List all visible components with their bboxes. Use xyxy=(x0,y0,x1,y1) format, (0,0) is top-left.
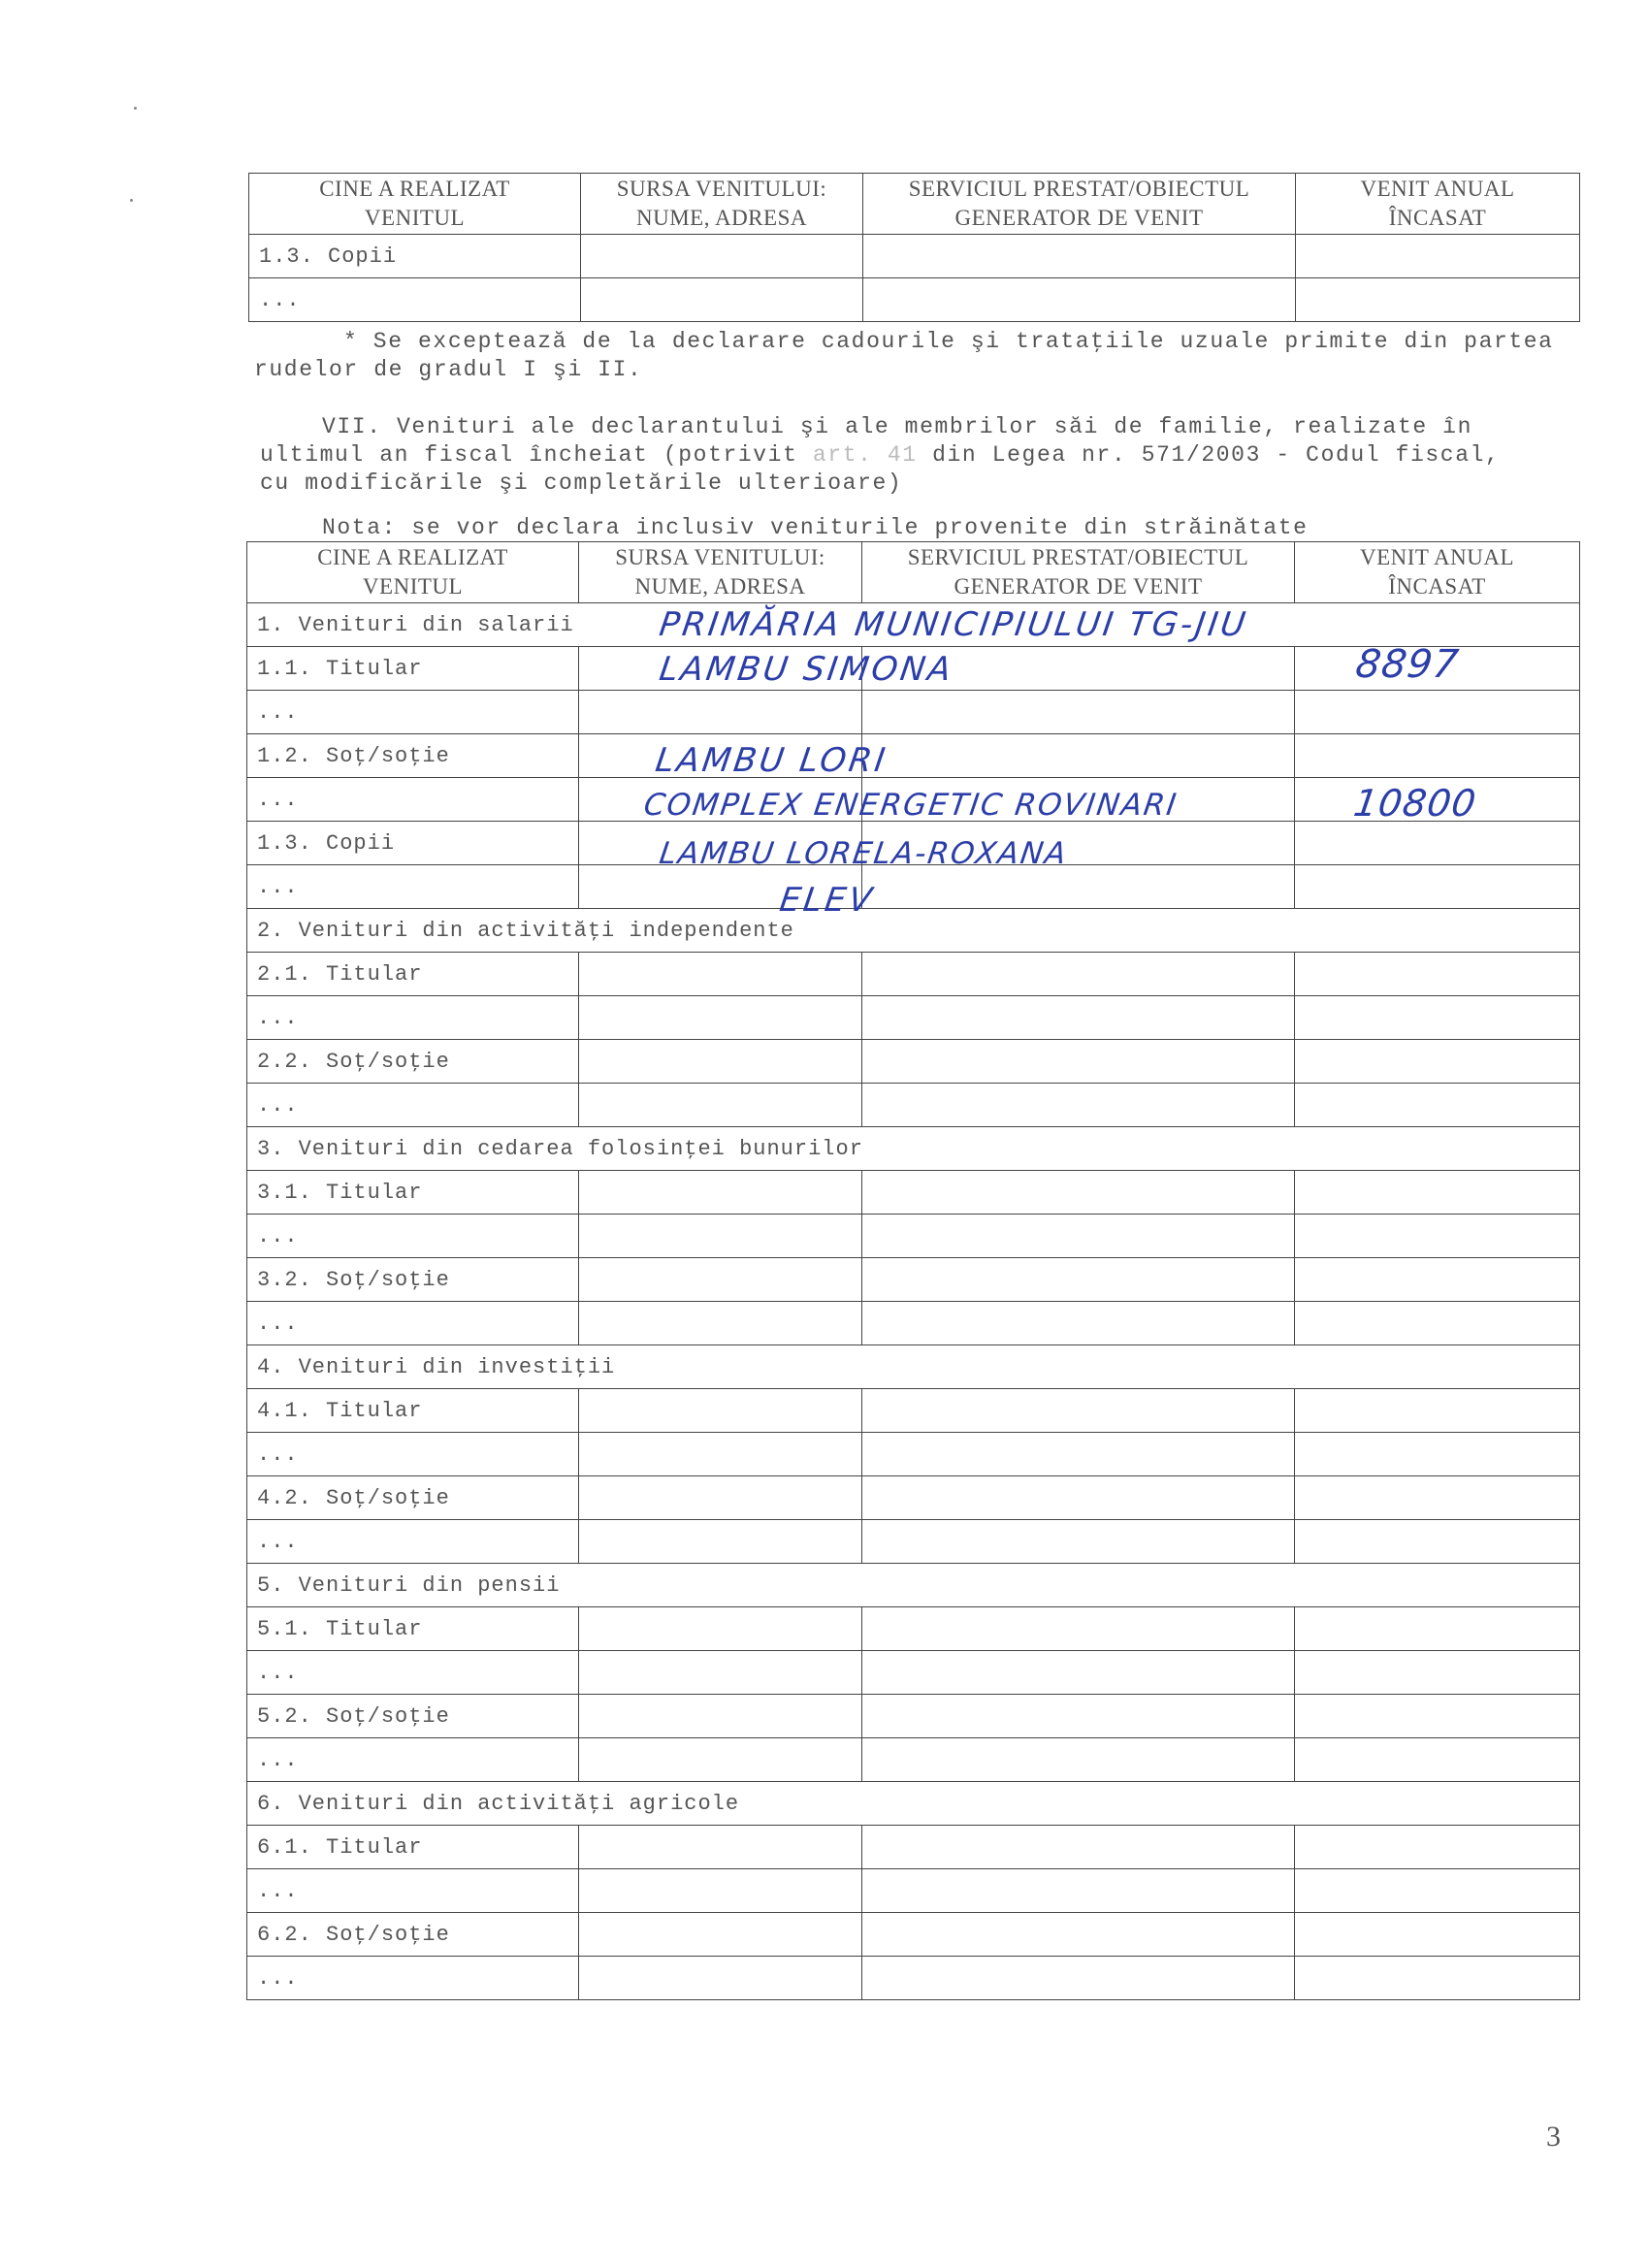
table-row: 4.2. Soţ/soţie xyxy=(247,1476,1580,1520)
table-row: 1.2. Soţ/soţie xyxy=(247,734,1580,778)
table-row: ... xyxy=(247,1520,1580,1564)
table-row: ... xyxy=(247,691,1580,734)
table-row: ... xyxy=(247,1433,1580,1476)
table-row: ... xyxy=(247,1957,1580,2000)
table-row: ... xyxy=(247,1651,1580,1695)
top-income-table xyxy=(248,173,1580,322)
header-serviciul: SERVICIUL PRESTAT/OBIECTUL GENERATOR DE VENIT xyxy=(863,174,1296,235)
section-vii-heading: VII. Venituri ale declarantului şi ale membrilor săi de familie, realizate în ultimul an fiscal încheiat (potrivit art. 41 din Legea nr. 571/2003 - Codul fiscal, cu modificările şi completările ulterioare) xyxy=(260,414,1501,496)
table-row: ... xyxy=(247,1302,1580,1345)
table-row xyxy=(249,278,1580,322)
table-row: ... xyxy=(247,1084,1580,1127)
table-row: ... xyxy=(247,1738,1580,1782)
table-row: 6.1. Titular xyxy=(247,1826,1580,1869)
table-row: 3.2. Soţ/soţie xyxy=(247,1258,1580,1302)
handwritten-sot-name: LAMBU LORI xyxy=(653,741,890,780)
section-row: 5. Venituri din pensii xyxy=(247,1564,1580,1607)
table-row: 5.2. Soţ/soţie xyxy=(247,1695,1580,1738)
header-serviciul: SERVICIUL PRESTAT/OBIECTUL GENERATOR DE VENIT xyxy=(862,542,1295,603)
page-number: 3 xyxy=(1546,2121,1561,2153)
table-row: 3.1. Titular xyxy=(247,1171,1580,1215)
table-header-row xyxy=(247,542,1580,603)
table-row: ... xyxy=(247,778,1580,822)
section-row: 1. Venituri din salarii xyxy=(247,603,1580,647)
handwritten-salary-source: PRIMĂRIA MUNICIPIULUI TG-JIU xyxy=(657,605,1251,644)
scan-speck xyxy=(130,199,133,202)
header-venit: VENIT ANUAL ÎNCASAT xyxy=(1296,174,1580,235)
table-row: 1.1. Titular xyxy=(247,647,1580,691)
scan-speck xyxy=(134,107,137,110)
section-row: 4. Venituri din investiţii xyxy=(247,1345,1580,1389)
table-row: 1.3. Copii xyxy=(247,822,1580,865)
table-row: ... xyxy=(247,1215,1580,1258)
table-row: 4.1. Titular xyxy=(247,1389,1580,1433)
header-cine: CINE A REALIZAT VENITUL xyxy=(247,542,579,603)
table-row: 2.2. Soţ/soţie xyxy=(247,1040,1580,1084)
header-sursa: SURSA VENITULUI: NUME, ADRESA xyxy=(581,174,863,235)
handwritten-titular-name: LAMBU SIMONA xyxy=(657,650,956,689)
handwritten-copil-status: ELEV xyxy=(777,881,877,920)
handwritten-copil-name: LAMBU LORELA-ROXANA xyxy=(657,836,1071,871)
table-row: ... xyxy=(247,865,1580,909)
section-row: 6. Venituri din activităţi agricole xyxy=(247,1782,1580,1826)
section-row: 3. Venituri din cedarea folosinţei bunurilor xyxy=(247,1127,1580,1171)
row-label: ... xyxy=(249,278,581,322)
table-row: 6.2. Soţ/soţie xyxy=(247,1913,1580,1957)
header-cine: CINE A REALIZAT VENITUL xyxy=(249,174,581,235)
handwritten-sot-amount: 10800 xyxy=(1350,782,1479,825)
table-row: ... xyxy=(247,996,1580,1040)
header-sursa: SURSA VENITULUI: NUME, ADRESA xyxy=(579,542,862,603)
table-row: 2.1. Titular xyxy=(247,953,1580,996)
table-header-row xyxy=(249,174,1580,235)
nota: Nota: se vor declara inclusiv veniturile provenite din străinătate xyxy=(322,515,1309,540)
table-row: 5.1. Titular xyxy=(247,1607,1580,1651)
table-row xyxy=(249,235,1580,278)
table-row: ... xyxy=(247,1869,1580,1913)
income-table xyxy=(246,541,1580,2000)
section-row: 2. Venituri din activităţi independente xyxy=(247,909,1580,953)
handwritten-titular-amount: 8897 xyxy=(1352,642,1463,687)
handwritten-sot-source: COMPLEX ENERGETIC ROVINARI xyxy=(641,788,1180,823)
row-label: 1.3. Copii xyxy=(249,235,581,278)
header-venit: VENIT ANUAL ÎNCASAT xyxy=(1295,542,1580,603)
footnote: * Se exceptează de la declarare cadourile şi trataţiile uzuale primite din partea rudelor de gradul I şi II. xyxy=(254,329,1554,382)
